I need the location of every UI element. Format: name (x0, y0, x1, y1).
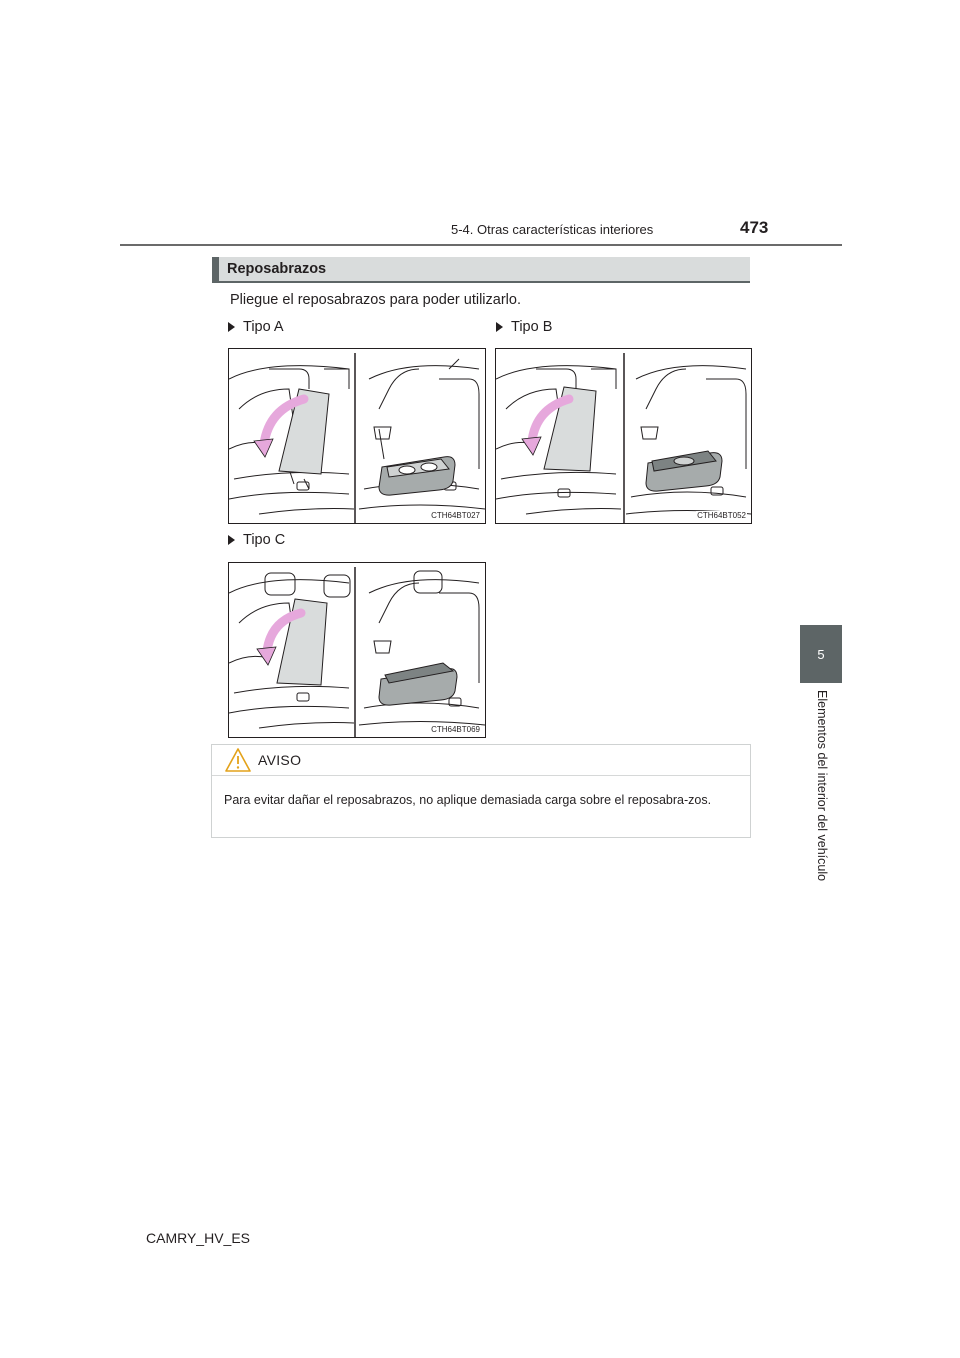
figure-tipo-b (495, 348, 752, 524)
page-number: 473 (740, 218, 769, 237)
label-text: Tipo A (243, 319, 284, 335)
section-title: 5-4. Otras características interiores (451, 222, 654, 237)
figure-code: CTH64BT069 (431, 725, 480, 734)
figure-code: CTH64BT027 (431, 511, 480, 520)
warning-box (211, 744, 751, 838)
warning-triangle-icon (224, 747, 252, 773)
intro-text: Pliegue el reposabrazos para poder utilizarlo. (230, 292, 521, 308)
triangle-bullet-icon (228, 322, 235, 332)
heading-marker (212, 257, 219, 281)
label-tipo-c (228, 532, 285, 548)
header-rule (120, 244, 842, 246)
chapter-number: 5 (817, 646, 825, 662)
label-text: Tipo B (511, 319, 553, 335)
label-tipo-a (228, 319, 284, 335)
warning-text: Para evitar dañar el reposabrazos, no aplique demasiada carga sobre el reposabra-zos. (224, 793, 712, 807)
armrest-illustration (229, 349, 485, 523)
figure-code: CTH64BT052 (697, 511, 746, 520)
figure-tipo-a (228, 348, 486, 524)
triangle-bullet-icon (228, 535, 235, 545)
label-tipo-b (496, 319, 552, 335)
chapter-title: Elementos del interior del vehículo (815, 690, 829, 882)
model-code: CAMRY_HV_ES (146, 1230, 251, 1246)
heading-text: Reposabrazos (227, 261, 327, 277)
warning-label: AVISO (258, 752, 302, 768)
warning-header (212, 745, 750, 776)
armrest-illustration (229, 563, 485, 737)
chapter-tab (800, 625, 842, 683)
label-text: Tipo C (243, 532, 286, 548)
section-heading (212, 257, 750, 283)
figure-tipo-c (228, 562, 486, 738)
armrest-illustration (496, 349, 751, 523)
triangle-bullet-icon (496, 322, 503, 332)
